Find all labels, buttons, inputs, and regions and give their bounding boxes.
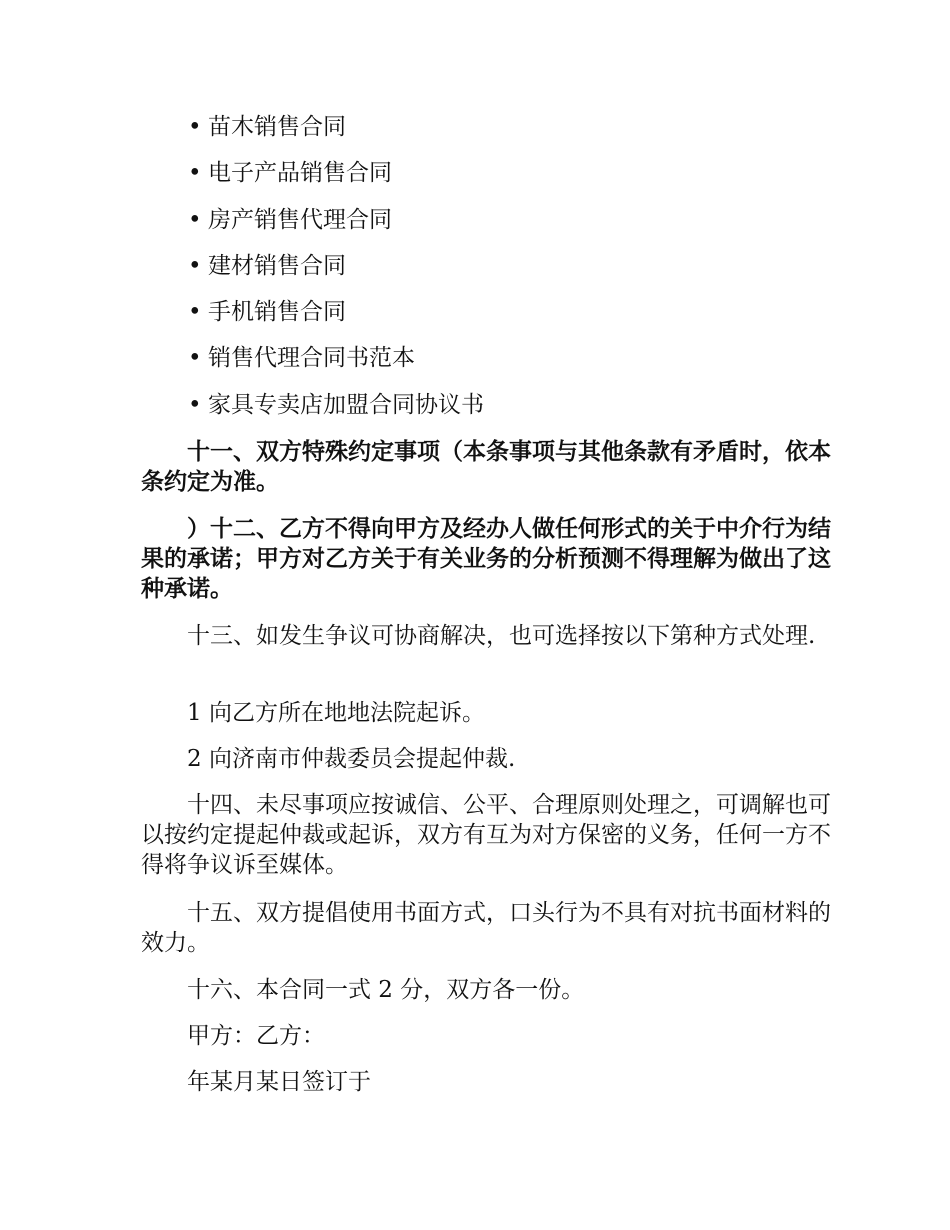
list-item[interactable] — [188, 110, 484, 156]
list-item[interactable] — [188, 249, 484, 295]
bullet-icon: • — [188, 299, 202, 326]
clause-15-paragraph: 十五、双方提倡使用书面方式，口头行为不具有对抗书面材料的效力。 — [141, 900, 831, 956]
bullet-icon: • — [188, 114, 202, 140]
bullet-icon: • — [188, 345, 202, 372]
bullet-icon: • — [188, 252, 202, 279]
dispute-option-2: 2 向济南市仲裁委员会提起仲裁. — [187, 746, 516, 772]
dispute-option-1: 1 向乙方所在地地法院起诉。 — [187, 700, 485, 726]
signing-date-line: 年某月某日签订于 — [187, 1069, 371, 1095]
list-item-label: 房产销售代理合同 — [208, 206, 392, 233]
list-item-label: 家具专卖店加盟合同协议书 — [208, 391, 484, 418]
signature-parties-line: 甲方：乙方： — [187, 1023, 325, 1049]
list-item[interactable] — [188, 388, 484, 434]
list-item[interactable] — [188, 156, 484, 202]
related-contracts-list — [188, 110, 484, 434]
list-item-label: 建材销售合同 — [208, 252, 346, 279]
list-item-label: 手机销售合同 — [208, 299, 346, 326]
clause-13-paragraph: 十三、如发生争议可协商解决，也可选择按以下第种方式处理. — [187, 623, 816, 649]
clause-11-paragraph: 十一、双方特殊约定事项（本条事项与其他条款有矛盾时，依本条约定为准。 — [141, 438, 831, 495]
list-item-label: 苗木销售合同 — [208, 114, 346, 140]
list-item-label: 销售代理合同书范本 — [208, 345, 415, 372]
list-item-label: 电子产品销售合同 — [208, 160, 392, 187]
list-item[interactable] — [188, 203, 484, 249]
bullet-icon: • — [188, 391, 202, 418]
list-item[interactable] — [188, 295, 484, 341]
list-item[interactable] — [188, 341, 484, 387]
clause-12-paragraph: ）十二、乙方不得向甲方及经办人做任何形式的关于中介行为结果的承诺；甲方对乙方关于有关业务的分析预测不得理解为做出了这种承诺。 — [141, 515, 831, 602]
clause-16-paragraph: 十六、本合同一式 2 分，双方各一份。 — [187, 977, 585, 1003]
bullet-icon: • — [188, 160, 202, 187]
clause-14-paragraph: 十四、未尽事项应按诚信、公平、合理原则处理之，可调解也可以按约定提起仲裁或起诉，双方有互为对方保密的义务，任何一方不得将争议诉至媒体。 — [141, 792, 831, 878]
bullet-icon: • — [188, 206, 202, 233]
